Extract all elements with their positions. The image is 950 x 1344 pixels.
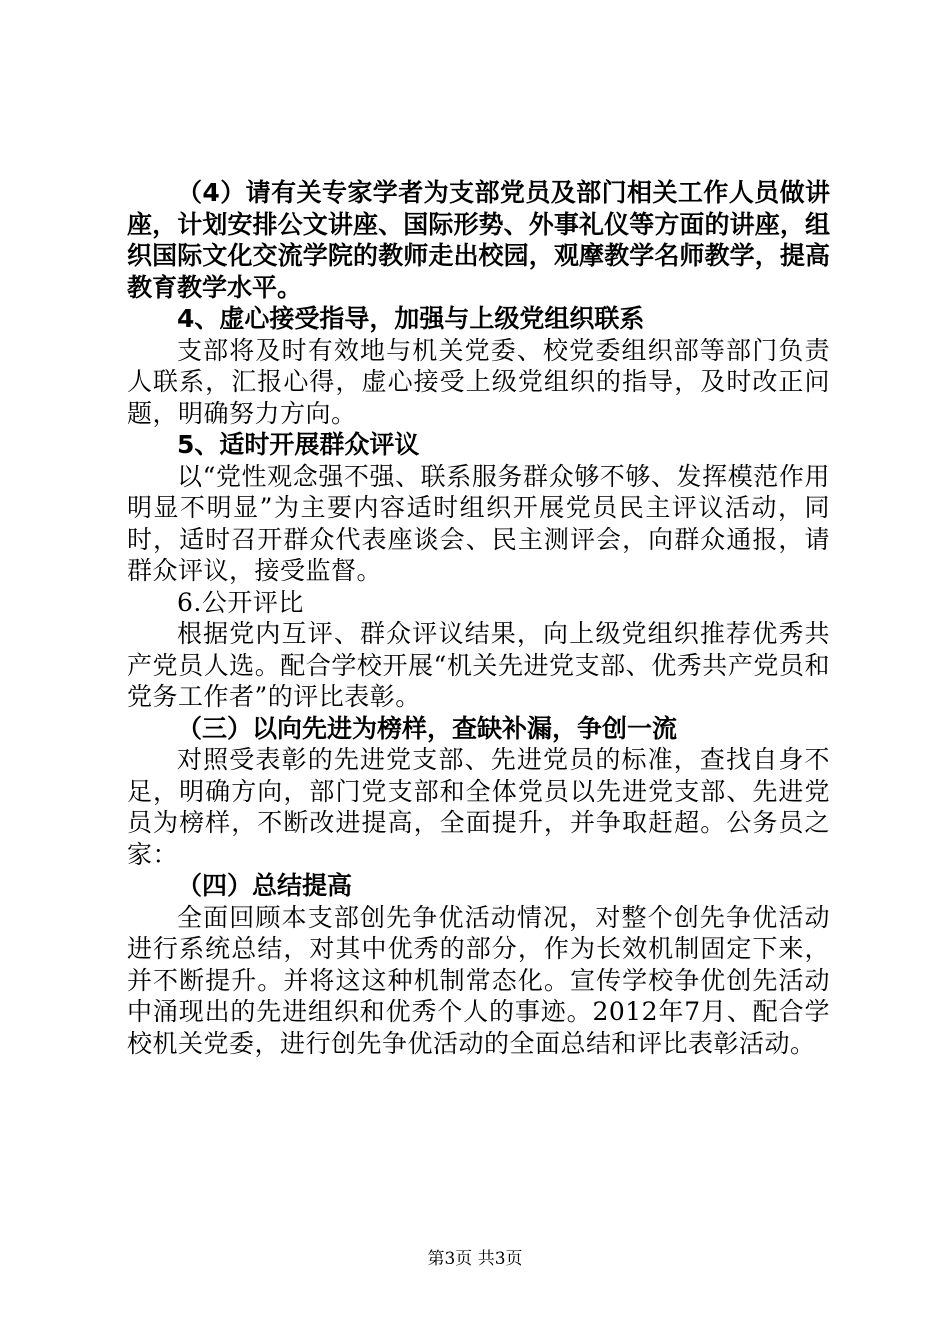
heading-learn-from-advanced: （三）以向先进为榜样，查缺补漏，争创一流 <box>177 713 678 743</box>
paragraph-learn-from-advanced: 对照受表彰的先进党支部、先进党员的标准，查找自身不足，明确方向，部门党支部和全体党员以先进党支部、先进党员为榜样，不断改进提高，全面提升，并争取赶超。公务员之家： <box>127 745 830 869</box>
document-body <box>127 177 830 1059</box>
page-number-footer: 第3页 共3页 <box>427 1249 523 1269</box>
paragraph-accept-guidance: 支部将及时有效地与机关党委、校党委组织部等部门负责人联系，汇报心得，虚心接受上级党组织的指导，及时改正问题，明确努力方向。 <box>127 335 830 428</box>
heading-accept-guidance: 4、虚心接受指导，加强与上级党组织联系 <box>177 304 645 333</box>
paragraph-mass-evaluation: 以“党性观念强不强、联系服务群众够不够、发挥模范作用明显不明显”为主要内容适时组织开展党员民主评议活动，同时，适时召开群众代表座谈会、民主测评会，向群众通报，请群众评议，接受监督。 <box>127 461 830 585</box>
paragraph-summary: 全面回顾本支部创先争优活动情况，对整个创先争优活动进行系统总结，对其中优秀的部分，作为长效机制固定下来，并不断提升。并将这这种机制常态化。宣传学校争优创先活动中涌现出的先进组织和优秀个人的事迹。2012年7月、配合学校机关党委，进行创先争优活动的全面总结和评比表彰活动。 <box>127 902 830 1058</box>
heading-mass-evaluation: 5、适时开展群众评议 <box>177 430 420 459</box>
heading-summary: （四）总结提高 <box>177 871 353 900</box>
paragraph-expert-lectures: （4）请有关专家学者为支部党员及部门相关工作人员做讲座，计划安排公文讲座、国际形势、外事礼仪等方面的讲座，组织国际文化交流学院的教师走出校园，观摩教学名师教学，提高教育教学水平。 <box>127 178 830 302</box>
paragraph-public-appraisal: 根据党内互评、群众评议结果，向上级党组织推荐优秀共产党员人选。配合学校开展“机关先进党支部、优秀共产党员和党务工作者”的评比表彰。 <box>127 619 830 711</box>
heading-public-appraisal: 6.公开评比 <box>177 587 304 617</box>
